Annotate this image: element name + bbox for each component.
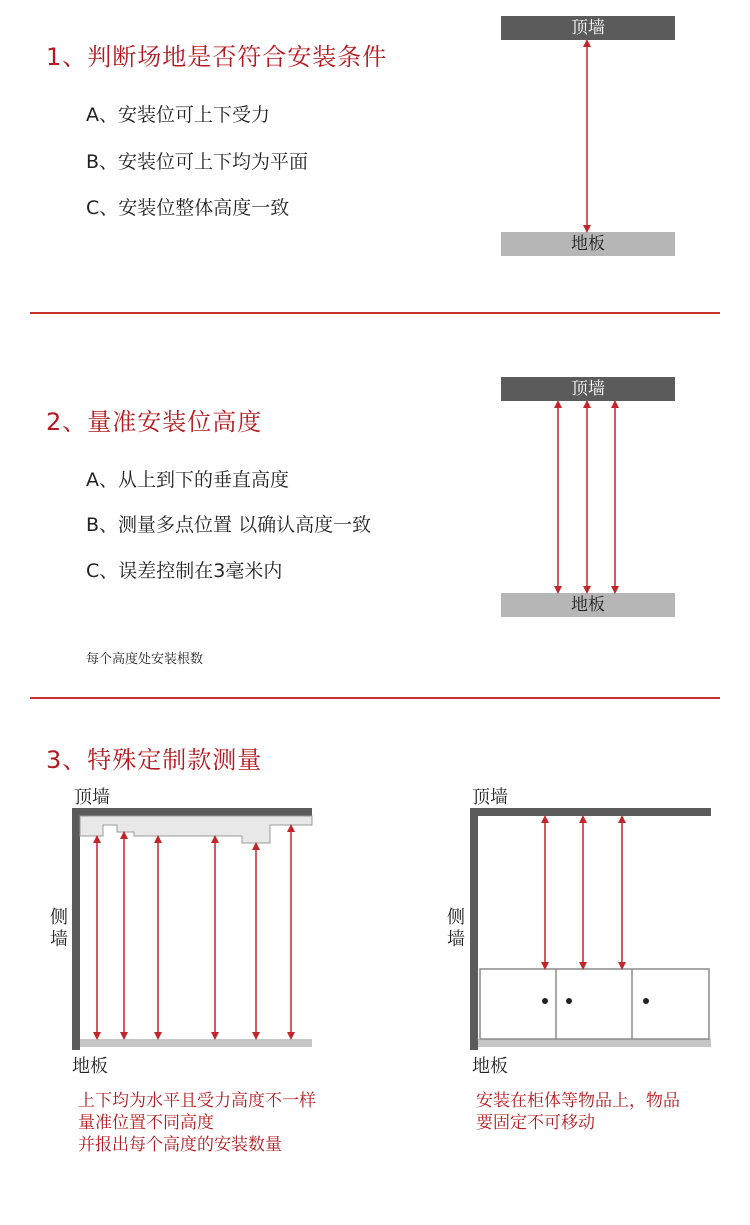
cabinet-knob-1 [542, 998, 548, 1004]
section1-item-a: A、安装位可上下受力 [86, 104, 270, 126]
cabinet-knob-3 [643, 998, 649, 1004]
left-caption-line-1: 上下均为水平且受力高度不一样 [78, 1091, 316, 1111]
right-caption-line-1: 安装在柜体等物品上，物品 [476, 1091, 680, 1111]
cabinet-body [480, 969, 709, 1039]
right-side-wall [470, 808, 478, 1050]
section1-item-b: B、安装位可上下均为平面 [86, 151, 309, 173]
section2-note: 每个高度处安装根数 [86, 652, 204, 667]
left-side-wall-label: 侧墙 [50, 907, 68, 950]
section2-item-b: B、测量多点位置 以确认高度一致 [86, 514, 372, 536]
cabinet-knob-2 [566, 998, 572, 1004]
left-caption-line-2: 量准位置不同高度 [78, 1113, 214, 1133]
section2-item-c: C、误差控制在3毫米内 [86, 560, 283, 582]
left-uneven-ceiling [80, 816, 312, 843]
right-ceiling-wall [470, 808, 711, 816]
section1-floor-bar: 地板 [501, 232, 675, 256]
section2-ceiling-bar: 顶墙 [501, 377, 675, 401]
right-ceiling-label: 顶墙 [472, 787, 508, 808]
section1-item-c: C、安装位整体高度一致 [86, 197, 290, 219]
section2-title: 2、量准安装位高度 [46, 408, 263, 436]
section2-floor-bar: 地板 [501, 593, 675, 617]
right-floor [478, 1039, 711, 1047]
left-floor [80, 1039, 312, 1047]
right-side-wall-label: 侧墙 [447, 907, 465, 950]
left-side-wall [72, 808, 80, 1050]
section3-title: 3、特殊定制款测量 [46, 746, 263, 774]
section1-title: 1、判断场地是否符合安装条件 [46, 43, 388, 71]
left-caption-line-3: 并报出每个高度的安装数量 [78, 1135, 282, 1155]
right-floor-label: 地板 [472, 1056, 508, 1077]
left-floor-label: 地板 [72, 1056, 108, 1077]
section2-item-a: A、从上到下的垂直高度 [86, 469, 289, 491]
left-ceiling-wall [72, 808, 312, 816]
section1-ceiling-bar: 顶墙 [501, 16, 675, 40]
left-ceiling-label: 顶墙 [74, 787, 110, 808]
right-caption-line-2: 要固定不可移动 [476, 1113, 595, 1133]
